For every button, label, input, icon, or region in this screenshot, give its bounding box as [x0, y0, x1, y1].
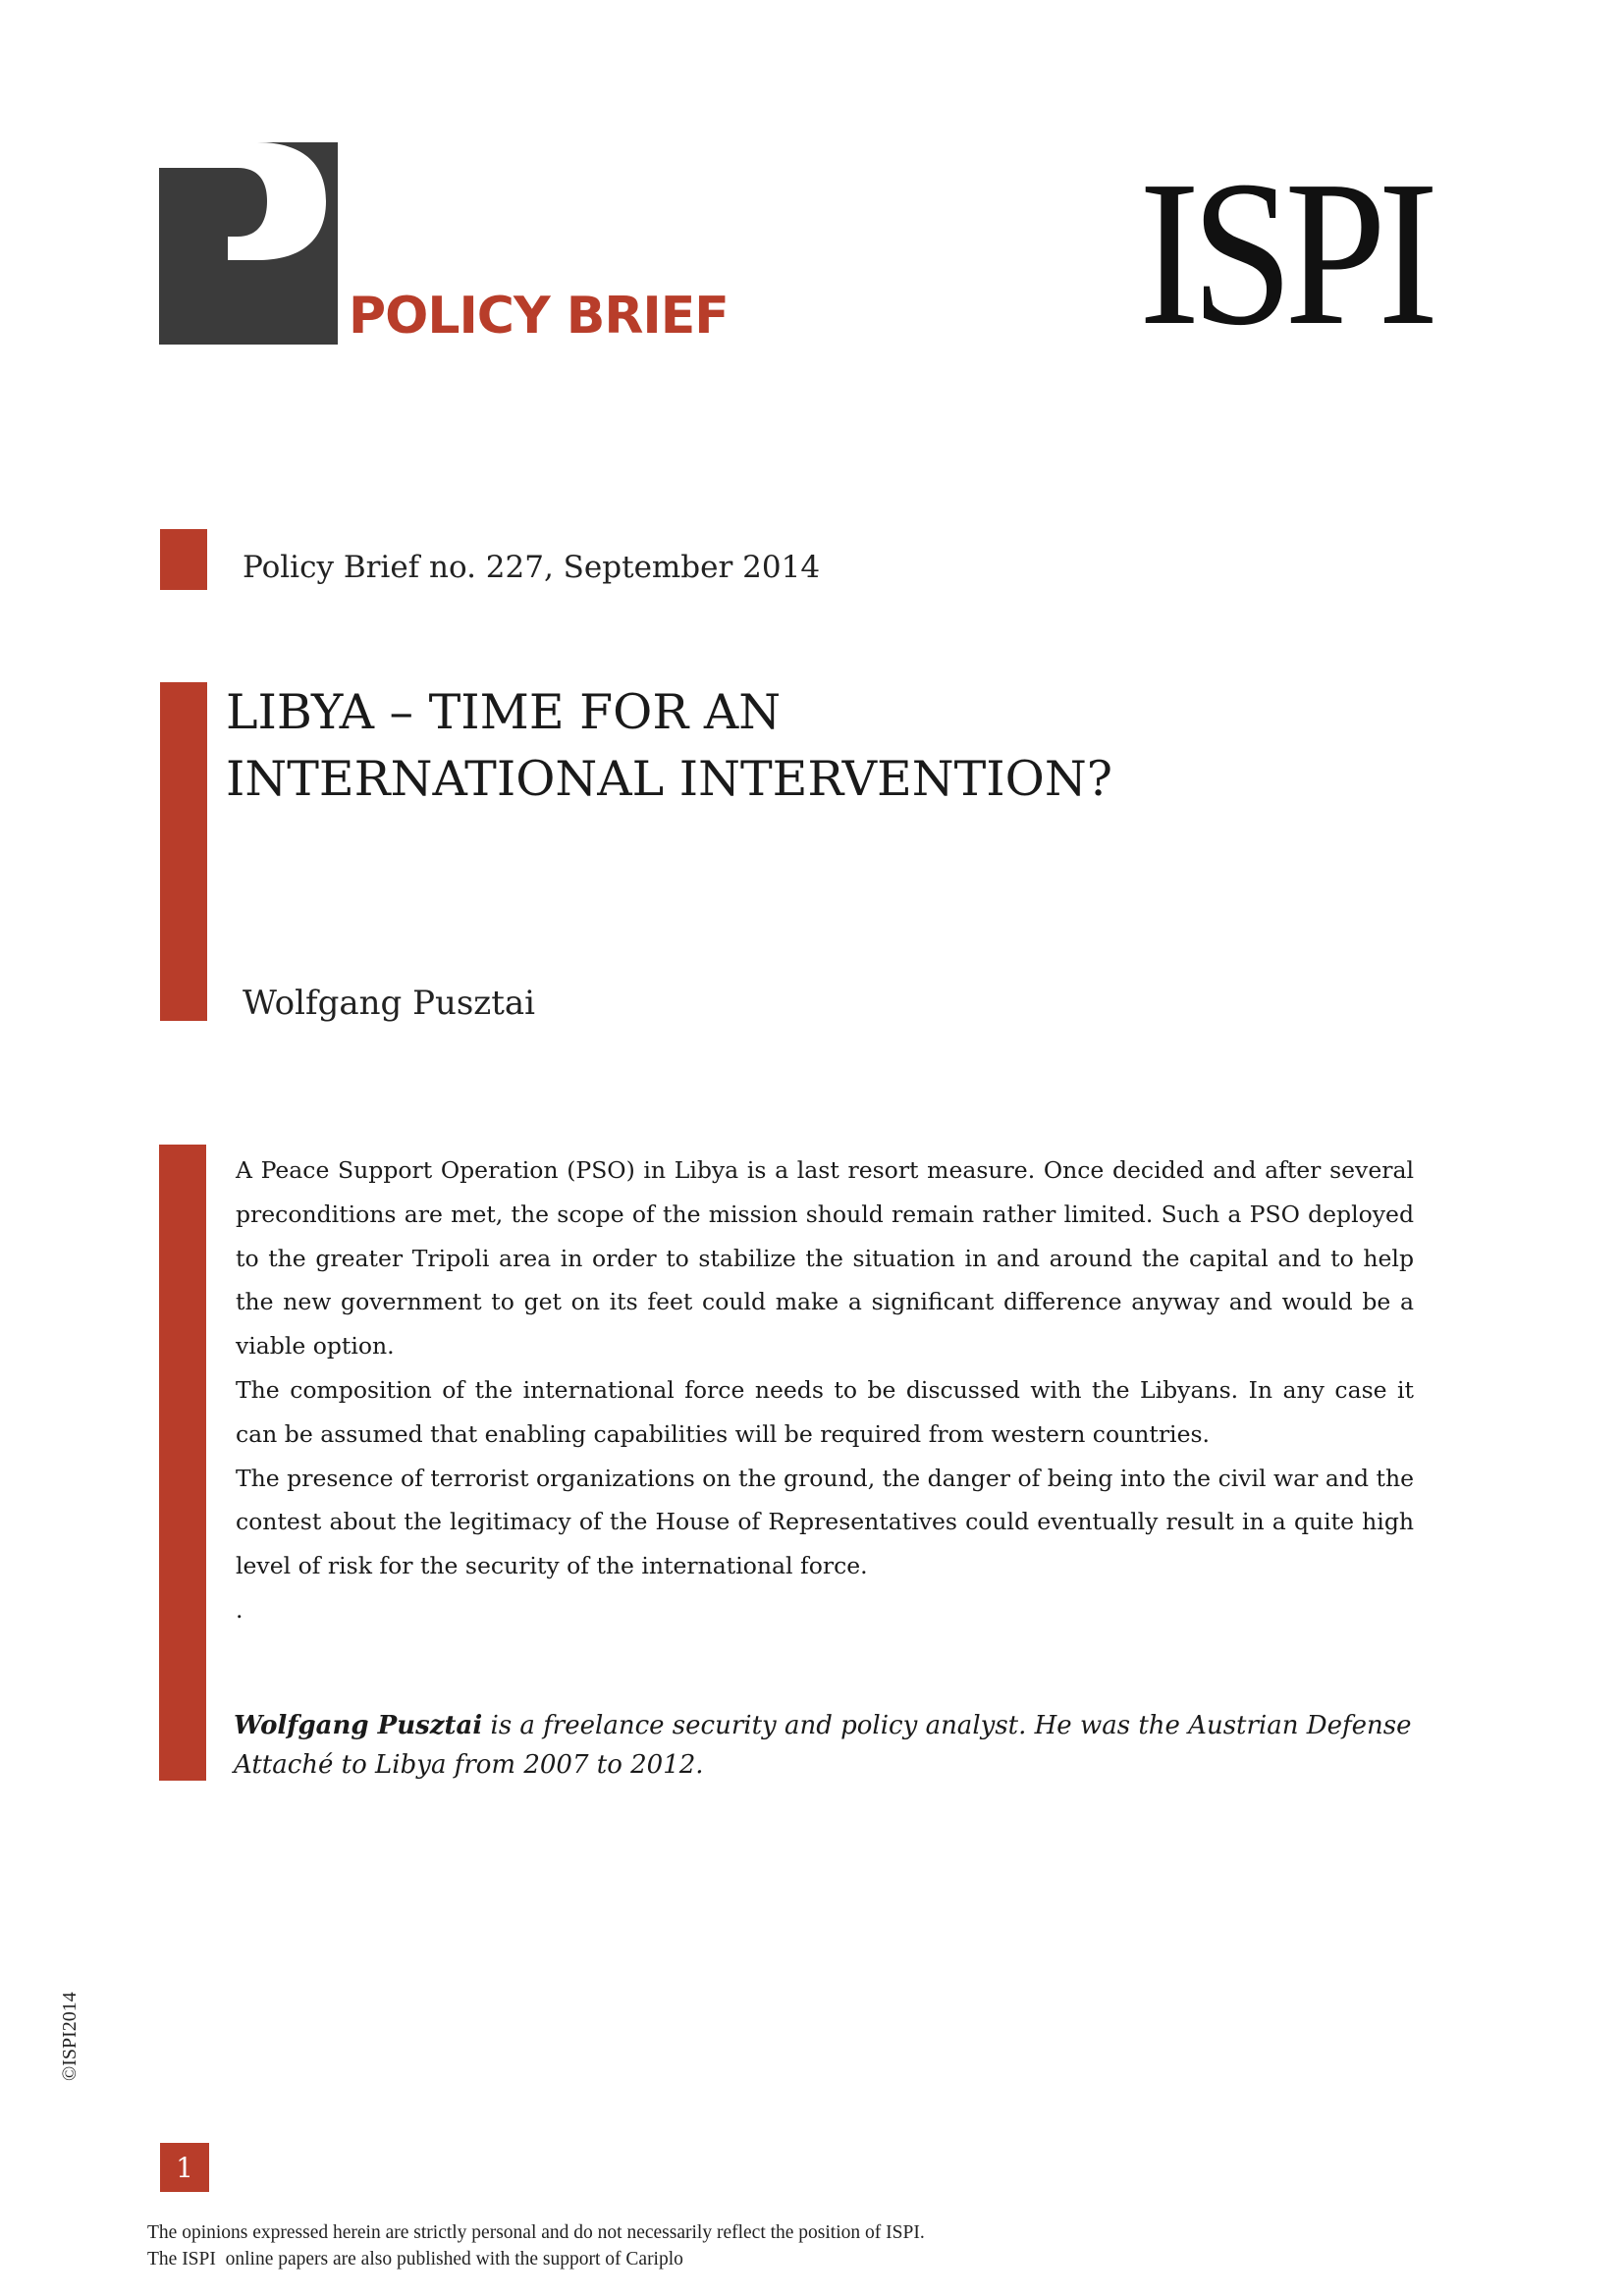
- policy-brief-logo-icon: [159, 142, 338, 345]
- page-number: 1: [160, 2143, 209, 2192]
- footer-line-1: The opinions expressed herein are strictly personal and do not necessarily reflect the position of ISPI.: [147, 2222, 925, 2243]
- brief-number-date: Policy Brief no. 227, September 2014: [243, 550, 821, 585]
- ispi-logo: ISPI: [1139, 137, 1431, 368]
- footer-disclaimer: [147, 2219, 925, 2272]
- abstract-paragraph: A Peace Support Operation (PSO) in Libya is a last resort measure. Once decided and after several preconditions are met, the scope of the mission should remain rather limited. Such a PSO deployed to the greater Tripoli area in order to stabilize the situation in and around the capital and to help the new government to get on its feet could make a significant difference anyway and would be a viable option.: [236, 1156, 1414, 1361]
- abstract-paragraph: The composition of the international force needs to be discussed with the Libyans. In any case it can be assumed that enabling capabilities will be required from western countries.: [236, 1375, 1414, 1448]
- bio-author-name: Wolfgang Pusztai: [234, 1711, 483, 1740]
- bio-text: is a freelance security and policy analyst. He was the Austrian Defense Attaché to Libya from 2007 to 2012.: [234, 1711, 1412, 1780]
- abstract-accent-bar: [159, 1145, 206, 1781]
- document-title: [226, 679, 1306, 813]
- abstract-paragraph: The presence of terrorist organizations on the ground, the danger of being into the civil war and the contest about the legitimacy of the House of Representatives could eventually result in a quite high level of risk for the security of the international force.: [236, 1464, 1414, 1580]
- footer-line-2: The ISPI online papers are also published with the support of Cariplo: [147, 2249, 683, 2269]
- abstract: [236, 1148, 1414, 1632]
- title-line-1: LIBYA – TIME FOR AN: [226, 684, 782, 740]
- copyright-notice: ©ISPI2014: [59, 1992, 81, 2081]
- policy-brief-label: POLICY BRIEF: [349, 287, 729, 346]
- title-accent-bar: [160, 682, 207, 1021]
- abstract-paragraph: .: [236, 1595, 243, 1624]
- author-bio: [234, 1706, 1451, 1785]
- title-line-2: INTERNATIONAL INTERVENTION?: [226, 751, 1112, 807]
- author-name: Wolfgang Pusztai: [243, 984, 536, 1023]
- meta-accent-bar: [160, 529, 207, 590]
